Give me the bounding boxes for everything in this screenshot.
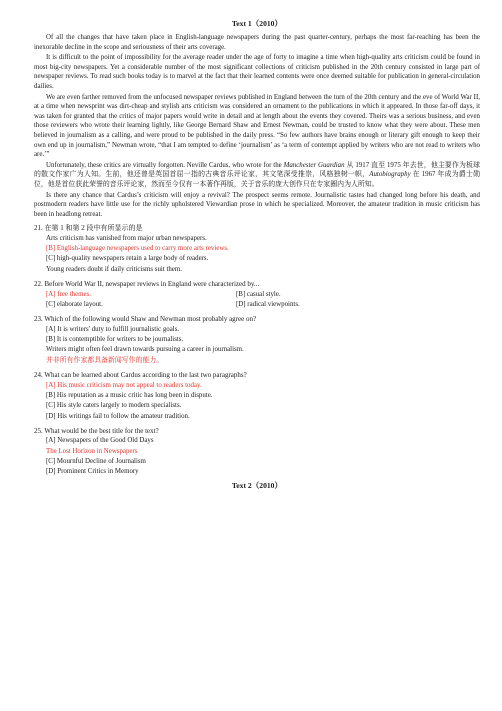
p4-book-name: Autobiography [369,171,411,179]
q25-option-a: [A] Newspapers of the Good Old Days [46,437,154,445]
q21-option-d: Young readers doubt if daily criticisms suit them. [46,265,182,273]
q21-option-b: [B] English-language newspapers used to carry more arts reviews. [46,245,229,253]
q22-row-2 [34,300,480,310]
q25-option-d: [D] Prominent Critics in Memory [46,468,139,476]
q24-option-c: [C] His style caters largely to modern specialists. [46,402,182,410]
paragraph-3: We are even farther removed from the unfocused newspaper reviews published in England between the turn of the 20th century and the eve of World War II, at a time when newsprint was dirt-cheap and stylish arts criticism was considered an ornament to the publications in which it appeared. In those far-off days, it was taken for granted that the critics of major papers would write in detail and at length about the events they covered. Theirs was a serious business, and even those reviewers who wrote their learning lightly, like George Bernard Shaw and Ernest Newman, could be trusted to know what they were about. These men believed in journalism as a calling, and were proud to be published in the daily press. “So few authors have brains enough or literary gift enough to keep their own end up in journalism,” Newman wrote, “that I am tempted to define ‘journalism’ as ‘a term of contempt applied by writers who are not read to writers who are.’” [34,93,480,159]
text1-title: Text 1（2010） [231,19,283,28]
q24-option-a: [A] His music criticism may not appeal to readers today. [46,381,202,389]
q23-option-b: [B] It is contemptible for writers to be journalists. [46,336,184,344]
p4-pre: Unfortunately, these critics are virtually forgotten. Neville Cardus, who wrote for the [46,161,284,169]
paragraph-5: Is there any chance that Cardus’s criticism will enjoy a revival? The prospect seems remote. Journalistic tastes had changed long before his death, and postmodern readers have little use for the richly upholstered Viewardian prose in which he specialized. Moreover, the amateur tradition in music criticism has been in headlong retreat. [34,191,480,218]
q22-option-b: [B] casual style. [236,290,281,298]
q22-option-c: [C] elaborate layout. [46,300,103,308]
q22-option-d: [D] radical viewpoints. [236,300,300,308]
p4-paper-name: Manchester Guardian [283,161,345,169]
q24-option-d: [D] His writings fail to follow the amateur tradition. [46,412,190,420]
paragraph-1: Of all the changes that have taken place in English-language newspapers during the past quarter-century, perhaps the most far-reaching has been the inexorable decline in the scope and seriousness of their arts coverage. [34,34,480,51]
question-23: 23. Which of the following would Shaw and Newman most probably agree on? [34,315,257,324]
paragraph-2: It is difficult to the point of impossibility for the average reader under the age of forty to imagine a time when high-quality arts criticism could be found in most big-city newspapers. Yet a considerable number of the most significant collections of criticism published in the 20th century consisted in large part of newspaper reviews. To read such books today is to marvel at the fact that their learned contents were once deemed suitable for publication in general-circulation dailies. [34,54,480,90]
q24-option-b: [B] His reputation as a music critic has long been in dispute. [46,391,213,399]
q22-option-a: [A] free themes. [46,290,91,298]
q22-row-1 [34,290,480,300]
q21-option-c: [C] high-quality newspapers retain a large body of readers. [46,255,209,263]
paragraph-4 [34,161,480,190]
question-22: 22. Before World War II, newspaper reviews in England were characterized by... [34,280,260,289]
q21-option-a: Arts criticism has vanished from major urban newspapers. [46,234,207,242]
text2-title: Text 2（2010） [231,480,283,490]
q25-option-c: [C] Mournful Decline of Journalism [46,458,146,465]
q23-option-c: Writers might often feel drawn towards pursuing a career in journalism. [46,346,244,354]
q25-option-b: The Lost Horizon in Newspapers [46,447,138,455]
question-25: 25. What would be the best title for the text? [34,426,159,435]
p4-post: 在 1967 年成为爵士勋位，他是首位获此荣誉的音乐评论家，然而至今仅有一本著作再版，关于音乐的庞大创作只在专家圈内为人所知。 [34,171,480,188]
p4-mid: 从 1917 直至 1975 年去世，他主要作为板球的散文作家广为人知。生前，他还曾是英国首屈一指的古典音乐评论家，其文笔深受推崇，风格独树一帜， [34,161,480,179]
question-21: 21. 在第 1 和第 2 段中有所显示的是 [34,224,143,233]
q23-option-d: 并非所有作家都具备新闻写作的能力。 [46,356,164,364]
q23-option-a: [A] It is writers' duty to fulfill journalistic goals. [46,325,180,333]
question-24: 24. What can be learned about Cardus according to the last two paragraphs? [34,371,247,380]
